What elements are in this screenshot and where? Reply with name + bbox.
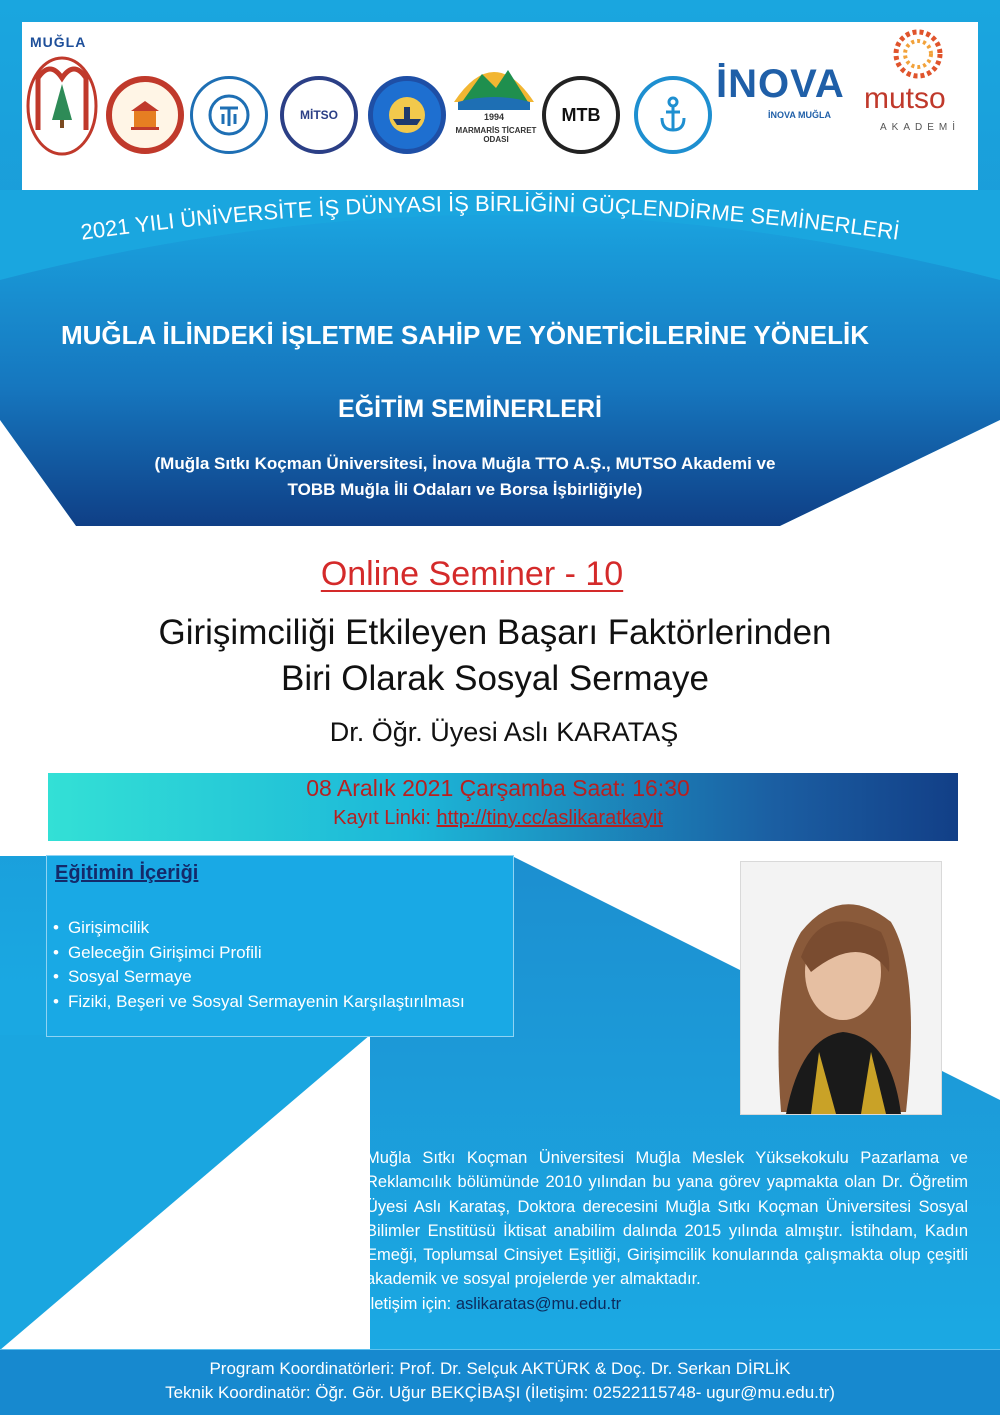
commerce-chamber-ticaret-logo — [190, 76, 268, 154]
mitso-logo — [280, 76, 358, 154]
commerce-chamber-1884-logo — [106, 76, 184, 154]
contact-line — [366, 1292, 968, 1316]
training-content-list — [53, 916, 465, 1014]
speaker-name: Dr. Öğr. Üyesi Aslı KARATAŞ — [329, 717, 679, 747]
seminar-topic — [0, 610, 990, 702]
mtb-logo — [542, 76, 620, 154]
ttt-monogram-icon — [206, 92, 252, 138]
technical-coordinator: Teknik Koordinatör: Öğr. Gör. Uğur BEKÇİBAŞI (İletişim: 02522115748- ugur@mu.edu.tr) — [165, 1383, 835, 1402]
mugla-university-logo — [26, 34, 98, 162]
registration-line — [48, 807, 948, 830]
seminar-series-heading: MUĞLA İLİNDEKİ İŞLETME SAHİP VE YÖNETİCİLERİNE YÖNELİK — [60, 320, 870, 350]
training-content-heading: Eğitimin İçeriği — [55, 862, 199, 884]
inova-logo-sub: İNOVA MUĞLA — [768, 110, 831, 120]
anchor-icon — [650, 92, 696, 138]
registration-label: Kayıt Linki: — [333, 807, 431, 829]
series-title-text: 2021 YILI ÜNİVERSİTE İŞ DÜNYASI İŞ BİRLİĞİNİ GÜÇLENDİRME SEMİNERLERİ — [79, 190, 901, 245]
speaker-portrait-icon — [741, 862, 941, 1114]
svg-text:2021 YILI ÜNİVERSİTE İŞ DÜNYAS — [79, 191, 901, 245]
marmaris-chamber-logo — [452, 52, 536, 162]
training-content-box — [46, 855, 514, 1037]
registration-link[interactable]: http://tiny.cc/aslikaratkayit — [436, 807, 663, 829]
partners-note — [110, 451, 820, 503]
shipping-chamber-logo — [634, 76, 712, 154]
mugla-logo-text: MUĞLA — [30, 34, 87, 50]
list-item: • Fiziki, Beşeri ve Sosyal Sermayenin Karşılaştırılması — [53, 990, 465, 1015]
program-coordinators: Program Koordinatörleri: Prof. Dr. Selçuk AKTÜRK & Doç. Dr. Serkan DİRLİK — [209, 1359, 791, 1378]
list-item: • Geleceğin Girişimci Profili — [53, 941, 465, 966]
partners-note-line2: TOBB Muğla İli Odaları ve Borsa İşbirliğiyle) — [287, 480, 643, 499]
seminar-number: Online Seminer - 10 — [320, 555, 624, 593]
ship-icon — [385, 93, 429, 137]
date-registration-band — [48, 773, 958, 841]
sponsor-logo-bar — [22, 22, 978, 190]
mutso-akademi-logo — [860, 22, 974, 142]
footer — [0, 1349, 1000, 1415]
bodrum-chamber-logo — [368, 76, 446, 154]
seminar-series-subheading: EĞİTİM SEMİNERLERİ — [338, 395, 602, 423]
building-icon — [125, 95, 165, 135]
series-title — [40, 186, 940, 256]
inova-logo-main: İNOVA — [716, 62, 845, 106]
contact-label: İletişim için: — [366, 1294, 452, 1313]
mutso-logo-sub: AKADEMİ — [880, 122, 961, 133]
seminar-topic-line2: Biri Olarak Sosyal Sermaye — [281, 659, 709, 698]
mitso-logo-text: MİTSO — [300, 108, 338, 122]
mountain-sea-icon — [452, 52, 536, 110]
mugla-university-emblem-icon — [26, 50, 98, 160]
mutso-swirl-icon — [888, 24, 948, 84]
contact-email[interactable]: aslikaratas@mu.edu.tr — [455, 1294, 622, 1313]
speaker-biography — [366, 1146, 968, 1316]
biography-text: Muğla Sıtkı Koçman Üniversitesi Muğla Meslek Yüksekokulu Pazarlama ve Reklamcılık bölümünde 2010 yılından bu yana görev yapmakta olan Dr. Öğretim Üyesi Aslı Karataş, Doktora derecesini Muğla Sıtkı Koçman Üniversitesi Sosyal Bilimler Enstitüsü İktisat anabilim dalında 2015 yılında almıştır. İstihdam, Kadın Emeği, Toplumsal Cinsiyet Eşitliği, Girişimcilik konularında çalışmakta olup çeşitli akademik ve sosyal projelerde yer almaktadır. — [366, 1149, 968, 1289]
list-item: • Sosyal Sermaye — [53, 965, 465, 990]
inova-logo — [716, 62, 866, 132]
list-item: • Girişimcilik — [53, 916, 465, 941]
series-title-arc — [40, 186, 940, 256]
partners-note-line1: (Muğla Sıtkı Koçman Üniversitesi, İnova Muğla TTO A.Ş., MUTSO Akademi ve — [154, 454, 776, 473]
speaker-photo — [740, 861, 942, 1115]
seminar-topic-line1: Girişimciliği Etkileyen Başarı Faktörlerinden — [158, 613, 832, 652]
mtb-logo-text: MTB — [561, 104, 601, 125]
marmaris-year: 1994 — [484, 112, 505, 122]
seminar-date-time: 08 Aralık 2021 Çarşamba Saat: 16:30 — [306, 775, 690, 801]
mutso-logo-main: mutso — [864, 82, 946, 115]
marmaris-name: MARMARİS TİCARET ODASI — [455, 126, 537, 144]
